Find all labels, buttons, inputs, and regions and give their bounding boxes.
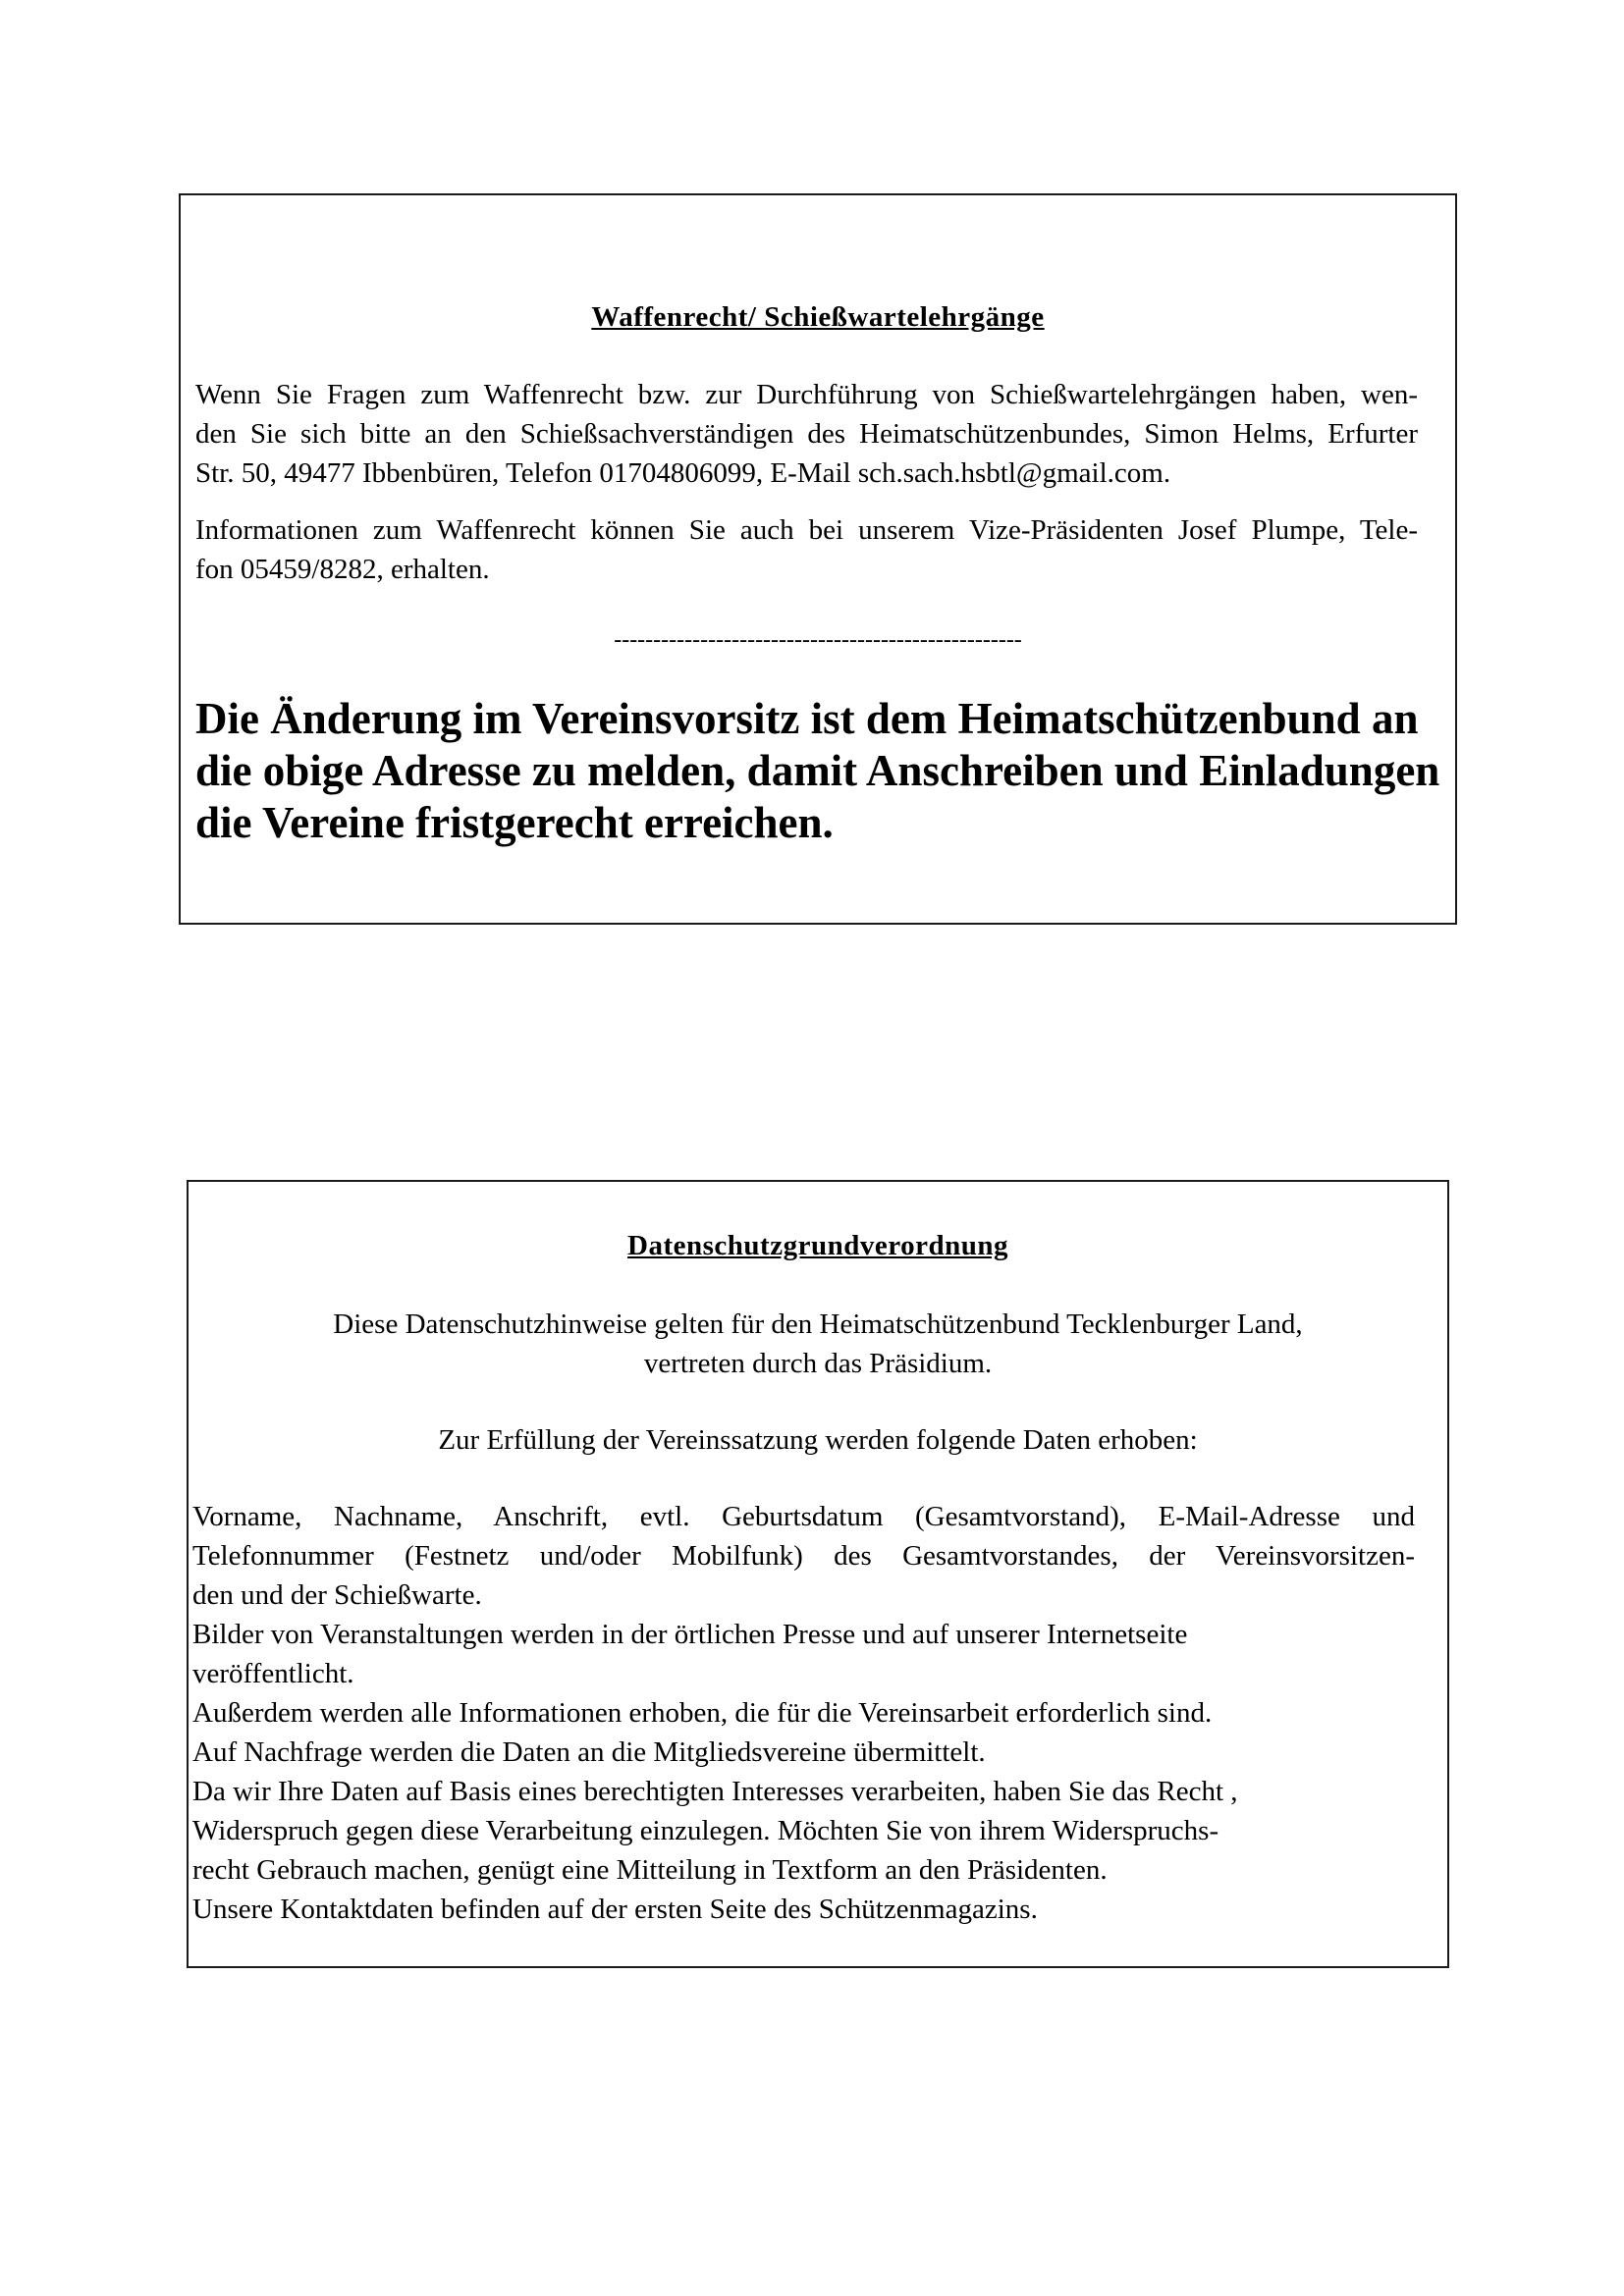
notice-line: die obige Adresse zu melden, damit Anschreiben und Einladungen (195, 746, 1440, 795)
weapons-law-box (179, 193, 1457, 925)
body-line: Vorname, Nachname, Anschrift, evtl. Geburtsdatum (Gesamtvorstand), E-Mail-Adresse und (192, 1501, 1415, 1532)
body-line: Da wir Ihre Daten auf Basis eines berechtigten Interesses verarbeiten, haben Sie das Recht , (192, 1776, 1238, 1807)
paragraph-line: Informationen zum Waffenrecht können Sie auch bei unserem Vize-Präsidenten Josef Plumpe, Tele- (195, 514, 1418, 546)
vice-president-paragraph (195, 510, 1418, 589)
body-line: Telefonnummer (Festnetz und/oder Mobilfunk) des Gesamtvorstandes, der Vereinsvorsitzen- (192, 1540, 1415, 1572)
paragraph-line: fon 05459/8282, erhalten. (195, 554, 490, 585)
chair-change-notice (195, 693, 1452, 849)
notice-line: Die Änderung im Vereinsvorsitz ist dem Heimatschützenbund an (195, 694, 1419, 743)
paragraph-line: den Sie sich bitte an den Schießsachverständigen des Heimatschützenbundes, Simon Helms, Erfurter (195, 418, 1418, 450)
body-line: veröffentlicht. (192, 1658, 354, 1689)
weapons-contact-paragraph (195, 375, 1418, 493)
privacy-intro (189, 1305, 1447, 1383)
paragraph-line: Wenn Sie Fragen zum Waffenrecht bzw. zur Durchführung von Schießwartelehrgängen haben, wen- (195, 379, 1418, 410)
privacy-title: Datenschutzgrundverordnung (627, 1230, 1008, 1261)
privacy-body (192, 1497, 1415, 1929)
intro-line: Diese Datenschutzhinweise gelten für den Heimatschützenbund Tecklenburger Land, (333, 1308, 1303, 1340)
intro-line: vertreten durch das Präsidium. (643, 1348, 993, 1379)
body-line: Auf Nachfrage werden die Daten an die Mitgliedsvereine übermittelt. (192, 1736, 986, 1768)
privacy-box (187, 1180, 1449, 1968)
body-line: Widerspruch gegen diese Verarbeitung einzulegen. Möchten Sie von ihrem Widerspruchs- (192, 1815, 1219, 1846)
body-line: Unsere Kontaktdaten befinden auf der ersten Seite des Schützenmagazins. (192, 1894, 1038, 1925)
weapons-law-title: Waffenrecht/ Schießwartelehrgänge (591, 301, 1045, 333)
body-line: Bilder von Veranstaltungen werden in der örtlichen Presse und auf unserer Internetseite (192, 1619, 1188, 1650)
body-line: recht Gebrauch machen, genügt eine Mitteilung in Textform an den Präsidenten. (192, 1854, 1108, 1886)
data-collection-heading: Zur Erfüllung der Vereinssatzung werden folgende Daten erhoben: (438, 1424, 1198, 1456)
paragraph-line: Str. 50, 49477 Ibbenbüren, Telefon 01704806099, E-Mail sch.sach.hsbtl@gmail.com. (195, 457, 1171, 489)
notice-line: die Vereine fristgerecht erreichen. (195, 798, 834, 847)
separator-line: ---------------------------------------------------- (614, 627, 1022, 653)
body-line: den und der Schießwarte. (192, 1579, 482, 1611)
body-line: Außerdem werden alle Informationen erhoben, die für die Vereinsarbeit erforderlich sind. (192, 1697, 1213, 1729)
